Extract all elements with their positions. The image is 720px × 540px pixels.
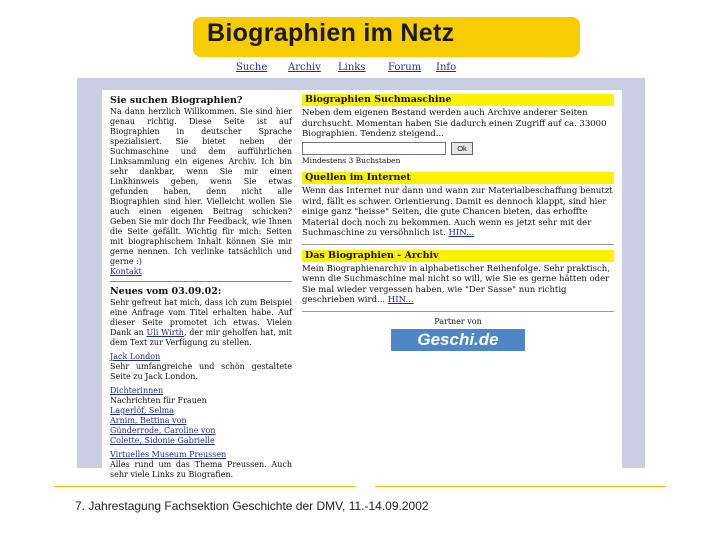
news-text: Sehr gefreut hat mich, dass ich zum Beispiel eine Anfrage vom Titel erhalten habe. Auf dieser Seite promotet ich etwas. Vielen Dank an xyxy=(110,298,292,337)
sources-section-title: Quellen im Internet xyxy=(302,172,614,184)
footer-line-right xyxy=(375,486,666,487)
search-form xyxy=(302,142,614,155)
museum-preussen-text: Alles rund um das Thema Preussen. Auch sehr viele Links zu Biografien. xyxy=(110,460,292,479)
museum-preussen-link[interactable]: Virtuelles Museum Preussen xyxy=(110,450,227,459)
right-column xyxy=(302,94,614,466)
news-link[interactable]: Uli Wirth xyxy=(146,328,184,337)
nav-link-archiv[interactable]: Archiv xyxy=(288,62,321,73)
dichterinnen-link[interactable]: Dichterinnen xyxy=(110,386,164,395)
left-column xyxy=(110,95,292,479)
divider xyxy=(302,311,614,312)
divider xyxy=(110,281,292,282)
contact-link[interactable]: Kontakt xyxy=(110,267,142,276)
sources-description: Wenn das Internet nur dann und wann zur Materialbeschaffung benutzt wird, fällt es schwer. Orientierung. Damit es dennoch klappt, sind hier einige ganz "heisse" Seiten, die gute Chancen bieten, das erhoffte Material doch noch zu bekommen. Auch wenn es jetzt sehr mit der Suchmaschine zu versöhnlich ist. xyxy=(302,186,613,238)
partner-label: Partner von xyxy=(434,316,482,326)
content-area xyxy=(102,90,622,479)
sources-link[interactable]: HIN... xyxy=(448,228,475,238)
welcome-heading: Sie suchen Biographien? xyxy=(110,95,243,106)
footer-line-left xyxy=(54,486,356,487)
dichterinnen-sub-1: Nachrichten für Frauen xyxy=(110,396,207,405)
guenderrode-link[interactable]: Günderrode, Caroline von xyxy=(110,426,216,435)
jack-london-link[interactable]: Jack London xyxy=(110,352,161,361)
search-input[interactable] xyxy=(302,142,446,155)
archive-section-title: Das Biographien - Archiv xyxy=(302,250,614,262)
archive-description: Mein Biographienarchiv in alphabetischer Reihenfolge. Sehr praktisch, wenn die Suchmaschine mal nicht so will, wie Sie es gerne hätten oder Sie mal wieder vergessen haben, wie "Der Sasse" nun richtig geschrieben wird... xyxy=(302,263,610,305)
nav-link-info[interactable]: Info xyxy=(436,62,457,73)
lagerloef-link[interactable]: Lagerlöf, Selma xyxy=(110,406,175,415)
welcome-text: Na dann herzlich Willkommen. Sie sind hier genau richtig. Diese Seite ist auf Biographien in deutscher Sprache spezialisiert. Sie bietet neben der Suchmaschine und dem aufführlichen Linksammlung ein eigenes Archiv. Ich bin sehr dankbar, wenn Sie mir einen Linkhinweis geben, wenn Sie etwas gefunden haben, denn nicht alle Biographien sind hier. Vielleicht wollen Sie auch einen eigenen Beitrag schicken? Geben Sie mir doch Ihr Feedback, wie Ihnen die Seite gefällt. Wichtig für mich: Seiten mit biographischem Inhalt können Sie mir gerne nennen. Ich verlinke tatsächlich und gerne :) xyxy=(110,107,292,266)
sources-paragraph xyxy=(302,186,614,239)
jack-london-text: Sehr umfangreiche und schön gestaltete Seite zu Jack London. xyxy=(110,362,292,381)
partner-logo[interactable]: Geschi.de xyxy=(391,329,525,351)
nav-link-forum[interactable]: Forum xyxy=(388,62,422,73)
search-section-title: Biographien Suchmaschine xyxy=(302,94,614,106)
archive-link[interactable]: HIN... xyxy=(387,295,414,305)
search-description: Neben dem eigenen Bestand werden auch Archive anderer Seiten durchsucht. Momentan haben Sie dadurch einen Zugriff auf ca. 33000 Biographien. Tendenz steigend... xyxy=(302,108,607,139)
archive-paragraph xyxy=(302,264,614,306)
slide-footer-text: 7. Jahrestagung Fachsektion Geschichte der DMV, 11.-14.09.2002 xyxy=(75,499,429,513)
main-nav xyxy=(236,62,466,76)
search-ok-button[interactable]: Ok xyxy=(451,142,473,155)
nav-link-suche[interactable]: Suche xyxy=(236,62,268,73)
site-logo-banner[interactable] xyxy=(193,17,580,57)
nav-link-links[interactable]: Links xyxy=(338,62,366,73)
page-frame xyxy=(77,78,645,479)
colette-link[interactable]: Colette, Sidonie Gabrielle xyxy=(110,436,215,445)
news-heading: Neues vom 03.09.02: xyxy=(110,286,222,297)
news-paragraph xyxy=(110,298,292,348)
arnim-link[interactable]: Arnim, Bettina von xyxy=(110,416,187,425)
site-logo-text: Biographien im Netz xyxy=(207,19,455,47)
news-text-after: , der mir geholfen hat, mit dem Text zur Verfügung zu stellen. xyxy=(110,328,292,347)
search-hint: Mindestens 3 Buchstaben xyxy=(302,155,401,165)
divider xyxy=(302,244,614,245)
